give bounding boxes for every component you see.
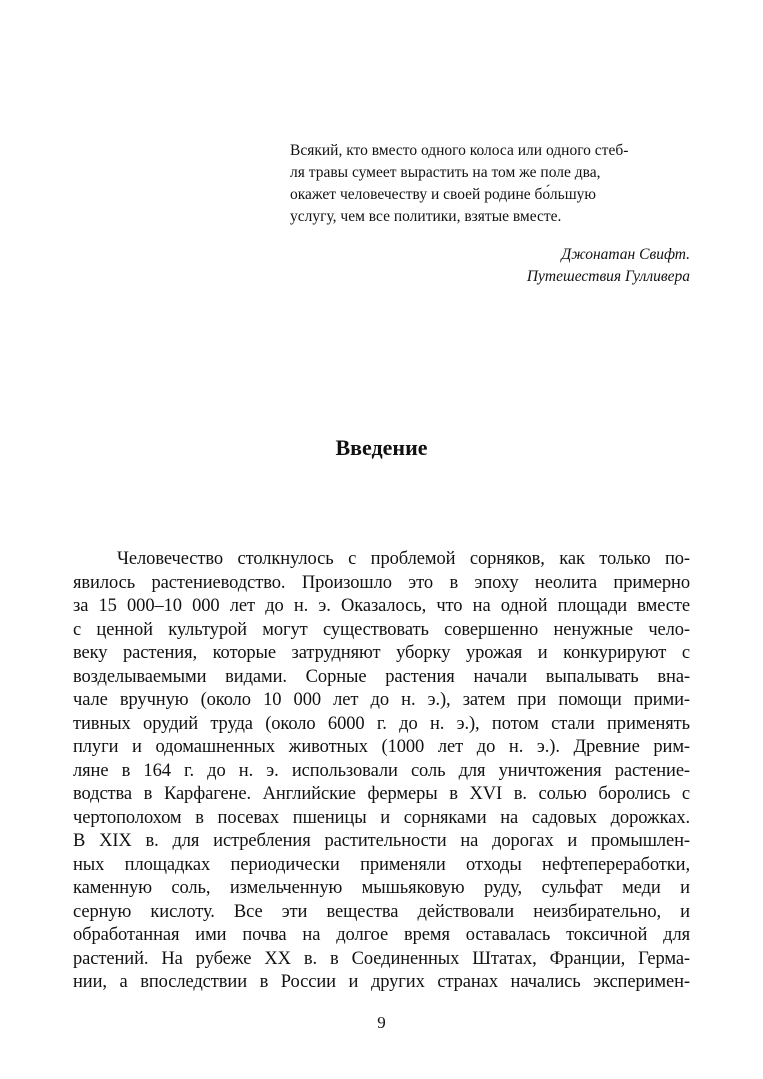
epigraph-line: окажет человечеству и своей родине бо́льшую	[290, 186, 597, 203]
page-number: 9	[377, 1013, 386, 1032]
section-heading: Введение	[335, 435, 428, 460]
epigraph-line: Всякий, кто вместо одного колоса или одного стеб-	[290, 142, 629, 159]
body-line: растений. На рубеже XX в. в Соединенных Штатах, Франции, Герма-	[73, 948, 690, 969]
body-paragraph	[73, 548, 690, 995]
body-line: тивных орудий труда (около 6000 г. до н. э.), потом стали применять	[73, 713, 690, 734]
epigraph-author: Джонатан Свифт.	[561, 246, 690, 263]
body-line: серную кислоту. Все эти вещества действовали неизбирательно, и	[73, 901, 690, 922]
body-line: ляне в 164 г. до н. э. использовали соль для уничтожения растение-	[73, 760, 690, 781]
body-line: чале вручную (около 10 000 лет до н. э.), затем при помощи прими-	[73, 690, 690, 710]
body-line: Человечество столкнулось с проблемой сорняков, как только по-	[117, 549, 690, 569]
epigraph	[290, 140, 690, 228]
body-line: веку растения, которые затрудняют уборку урожая и конкурируют с	[73, 643, 690, 663]
body-line: В XIX в. для истребления растительности на дорогах и промышлен-	[73, 831, 690, 851]
body-line: возделываемыми видами. Сорные растения начали выпалывать вна-	[73, 666, 690, 687]
body-line: чертополохом в посевах пшеницы и сорняками на садовых дорожках.	[73, 807, 690, 828]
epigraph-source: Путешествия Гулливера	[526, 268, 690, 285]
body-line: каменную соль, измельченную мышьяковую руду, сульфат меди и	[73, 878, 690, 898]
epigraph-attribution	[290, 244, 690, 288]
body-line: за 15 000–10 000 лет до н. э. Оказалось, что на одной площади вместе	[73, 596, 690, 616]
body-line: плуги и одомашненных животных (1000 лет до н. э.). Древние рим-	[73, 737, 690, 757]
body-line: ных площадках периодически применяли отходы нефтепереработки,	[73, 854, 690, 875]
body-line: водства в Карфагене. Английские фермеры в XVI в. солью боролись с	[73, 784, 690, 804]
body-line: обработанная ими почва на долгое время оставалась токсичной для	[73, 925, 690, 945]
body-line: явилось растениеводство. Произошло это в эпоху неолита примерно	[73, 572, 690, 593]
body-line: нии, а впоследствии в России и других странах начались эксперимен-	[73, 972, 690, 992]
epigraph-line: услугу, чем все политики, взятые вместе.	[290, 208, 562, 225]
body-line: с ценной культурой могут существовать совершенно ненужные чело-	[73, 619, 690, 640]
epigraph-line: ля травы сумеет вырастить на том же поле два,	[290, 164, 601, 181]
